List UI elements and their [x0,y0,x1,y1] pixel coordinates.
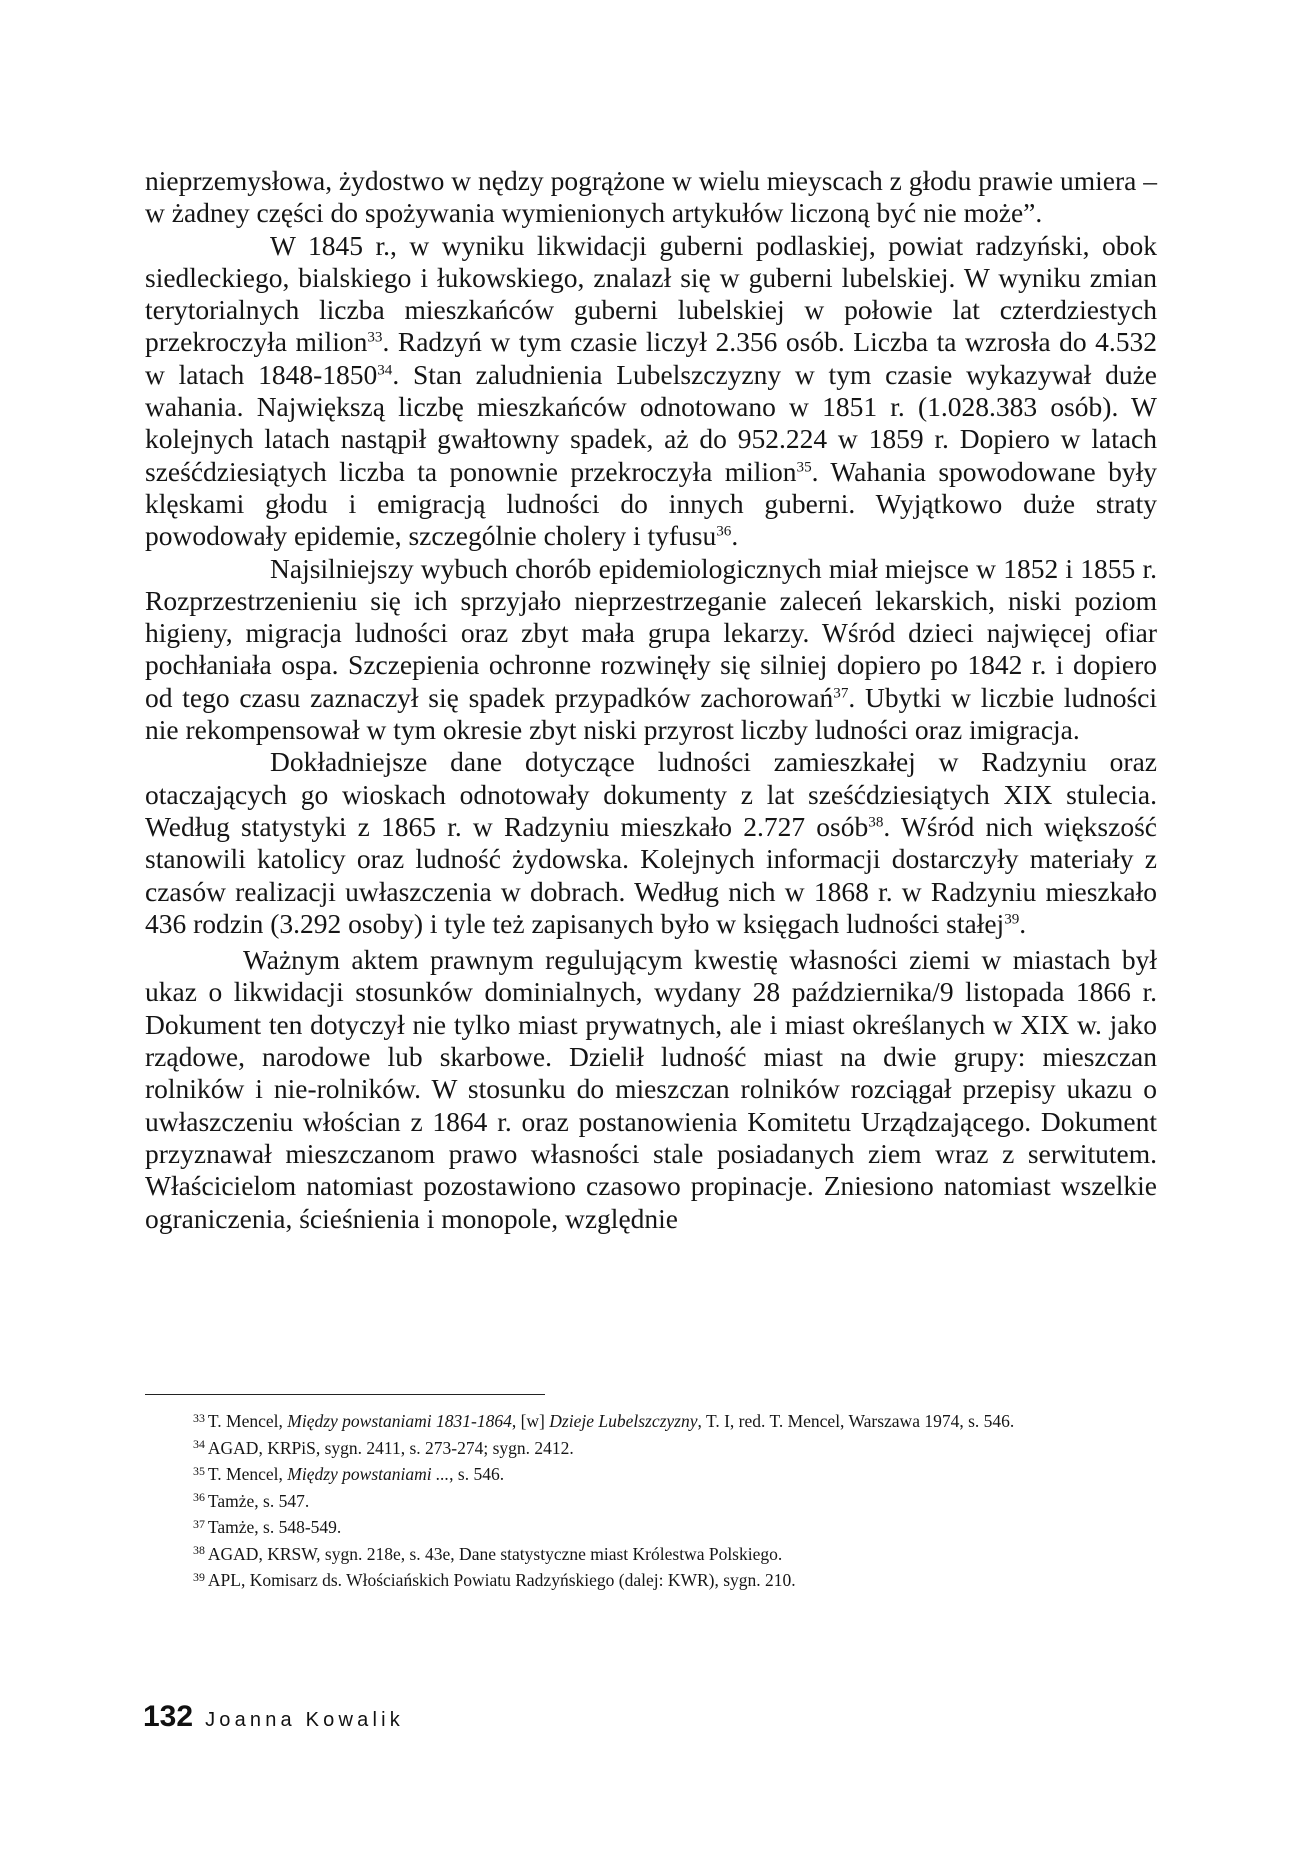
footnote-33: $^{33}$ T. Mencel, Między powstaniami 1831-1864, [w] Dzieje Lubelszczyzny, T. I, red. T. Mencel, Warszawa 1974, s. 546. [193,1410,1015,1431]
footnote-ref-39[interactable]: 39 [1004,911,1020,928]
footnote-ref-37[interactable]: 37 [833,685,849,702]
running-author: Joanna Kowalik [205,1709,404,1731]
footnote-separator [145,1394,545,1395]
footnote-ref-33[interactable]: 33 [367,330,383,347]
paragraph-2: W 1845 r., w wyniku likwidacji guberni podlaskiej, powiat radzyński, obok siedleckiego, bialskiego i łukowskiego, znalazł się w guberni lubelskiej. W wyniku zmian terytorialnych liczba mieszkańców guberni lubelskiej w połowie lat czterdziestych przekroczyła milion$^{33}$. Radzyń w tym czasie liczył 2.356 osób. Liczba ta wzrosła do 4.532 w latach 1848-1850$^{34}$. Stan zaludnienia Lubelszczyzny w tym czasie wykazywał duże wahania. Największą liczbę mieszkańców odnotowano w 1851 r. (1.028.383 osób). W kolejnych latach nastąpił gwałtowny spadek, aż do 952.224 w 1859 r. Dopiero w latach sześćdziesiątych liczba ta ponownie przekroczyła milion$^{35}$. Wahania spowodowane były klęskami głodu i emigracją ludności do innych guberni. Wyjątkowo duże straty powodowały epidemie, szczególnie cholery i tyfusu$^{36}$. [145,229,1157,552]
footnotes [145,1408,1157,1594]
footnote-39: $^{39}$ APL, Komisarz ds. Włościańskich Powiatu Radzyńskiego (dalej: KWR), sygn. 210. [193,1569,796,1590]
footnote-37: $^{37}$ Tamże, s. 548-549. [193,1516,342,1537]
page-footer [143,1700,404,1734]
paragraph-3: Najsilniejszy wybuch chorób epidemiologicznych miał miejsce w 1852 i 1855 r. Rozprzestrzenieniu się ich sprzyjało nieprzestrzeganie zaleceń lekarskich, niski poziom higieny, migracja ludności oraz zbyt mała grupa lekarzy. Wśród dzieci najwięcej ofiar pochłaniała ospa. Szczepienia ochronne rozwinęły się silniej dopiero po 1842 r. i dopiero od tego czasu zaznaczył się spadek przypadków zachorowań$^{37}$. Ubytki w liczbie ludności nie rekompensował w tym okresie zbyt niski przyrost liczby ludności oraz imigracja. [145,552,1157,746]
footnote-ref-38[interactable]: 38 [868,814,884,831]
footnote-ref-35[interactable]: 35 [796,459,812,476]
paragraph-1: nieprzemysłowa, żydostwo w nędzy pogrążone w wielu mieyscach z głodu prawie umiera – w żadney części do spożywania wymienionych artykułów liczoną być nie może”. [145,165,1157,229]
footnote-ref-34[interactable]: 34 [377,362,393,379]
footnote-35: $^{35}$ T. Mencel, Między powstaniami ..., s. 546. [193,1463,505,1484]
main-text [145,165,1157,1235]
paragraph-4: Dokładniejsze dane dotyczące ludności zamieszkałej w Radzyniu oraz otaczających go wioskach odnotowały dokumenty z lat sześćdziesiątych XIX stulecia. Według statystyki z 1865 r. w Radzyniu mieszkało 2.727 osób$^{38}$. Wśród nich większość stanowili katolicy oraz ludność żydowska. Kolejnych informacji dostarczyły materiały z czasów realizacji uwłaszczenia w dobrach. Według nich w 1868 r. w Radzyniu mieszkało 436 rodzin (3.292 osoby) i tyle też zapisanych było w księgach ludności stałej$^{39}$. [145,746,1157,939]
page-number: 132 [143,1700,194,1733]
footnote-ref-36[interactable]: 36 [716,523,732,540]
footnote-34: $^{34}$ AGAD, KRPiS, sygn. 2411, s. 273-274; sygn. 2412. [193,1437,574,1458]
footnote-38: $^{38}$ AGAD, KRSW, sygn. 218e, s. 43e, Dane statystyczne miast Królestwa Polskiego. [193,1543,783,1564]
footnote-36: $^{36}$ Tamże, s. 547. [193,1490,310,1511]
paragraph-5: Ważnym aktem prawnym regulującym kwestię własności ziemi w miastach był ukaz o likwidacji stosunków dominialnych, wydany 28 października/9 listopada 1866 r. Dokument ten dotyczył nie tylko miast prywatnych, ale i miast określanych w XIX w. jako rządowe, narodowe lub skarbowe. Dzielił ludność miast na dwie grupy: mieszczan rolników i nie-rolników. W stosunku do mieszczan rolników rozciągał przepisy ukazu o uwłaszczeniu włościan z 1864 r. oraz postanowienia Komitetu Urządzającego. Dokument przyznawał mieszczanom prawo własności stale posiadanych ziem wraz z serwitutem. Właścicielom natomiast pozostawiono czasowo propinacje. Zniesiono natomiast wszelkie ograniczenia, ścieśnienia i monopole, względnie [145,944,1157,1234]
